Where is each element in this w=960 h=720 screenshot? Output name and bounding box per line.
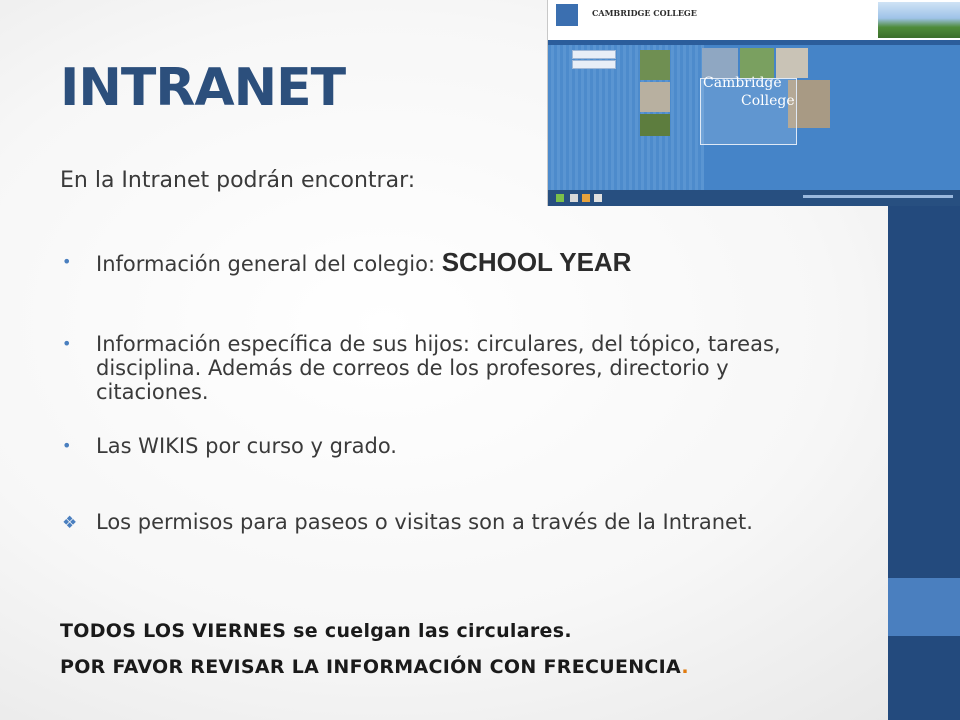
bullet-wikis (62, 434, 822, 458)
bullet-dot-icon: • (62, 252, 72, 271)
four-diamond-bullet-icon: ❖ (62, 513, 78, 533)
bullet-specific-info (62, 332, 822, 404)
bullet-text: Información específica de sus hijos: circulares, del tópico, tareas, disciplina. Además de correos de los profesores, directorio y citaciones. (96, 332, 781, 404)
website-photo (640, 82, 670, 112)
website-screenshot (547, 0, 960, 206)
review-notice-text: POR FAVOR REVISAR LA INFORMACIÓN CON FRECUENCIA (60, 656, 682, 678)
bullet-dot-icon: • (62, 436, 72, 455)
website-button-english (572, 60, 616, 69)
footer-icon (594, 194, 602, 202)
website-site-name: CAMBRIDGE COLLEGE (592, 8, 697, 18)
bullet-text: Los permisos para paseos o visitas son a través de la Intranet. (96, 510, 753, 534)
website-logo-line2: College (741, 93, 795, 109)
review-notice (60, 656, 689, 678)
footer-icon (556, 194, 564, 202)
slide-title: INTRANET (60, 58, 346, 118)
bullet-text: Las WIKIS por curso y grado. (96, 434, 397, 458)
friday-notice: TODOS LOS VIERNES se cuelgan las circulares. (60, 620, 572, 642)
intro-text: En la Intranet podrán encontrar: (60, 168, 416, 193)
bullet-dot-icon: • (62, 334, 72, 353)
website-header (548, 0, 960, 40)
school-crest-icon (556, 4, 578, 26)
website-logo-text (703, 74, 795, 110)
footer-address-text (803, 195, 953, 198)
accent-bar-top (888, 206, 960, 578)
website-header-photo (878, 2, 960, 38)
website-photo (640, 50, 670, 80)
website-logo-line1: Cambridge (703, 75, 782, 91)
school-year-text: SCHOOL YEAR (441, 247, 632, 277)
bullet-permissions (62, 510, 822, 534)
bullet-general-info (62, 247, 822, 277)
website-footer (548, 190, 960, 206)
footer-icon (570, 194, 578, 202)
website-photo (640, 114, 670, 136)
bullet-text (96, 247, 822, 277)
accent-bar-middle (888, 578, 960, 636)
footer-icon (582, 194, 590, 202)
bullet-prefix: Información general del colegio: (96, 252, 442, 276)
accent-bar-bottom (888, 636, 960, 720)
website-button-espanol (572, 50, 616, 59)
final-period: . (681, 656, 689, 678)
